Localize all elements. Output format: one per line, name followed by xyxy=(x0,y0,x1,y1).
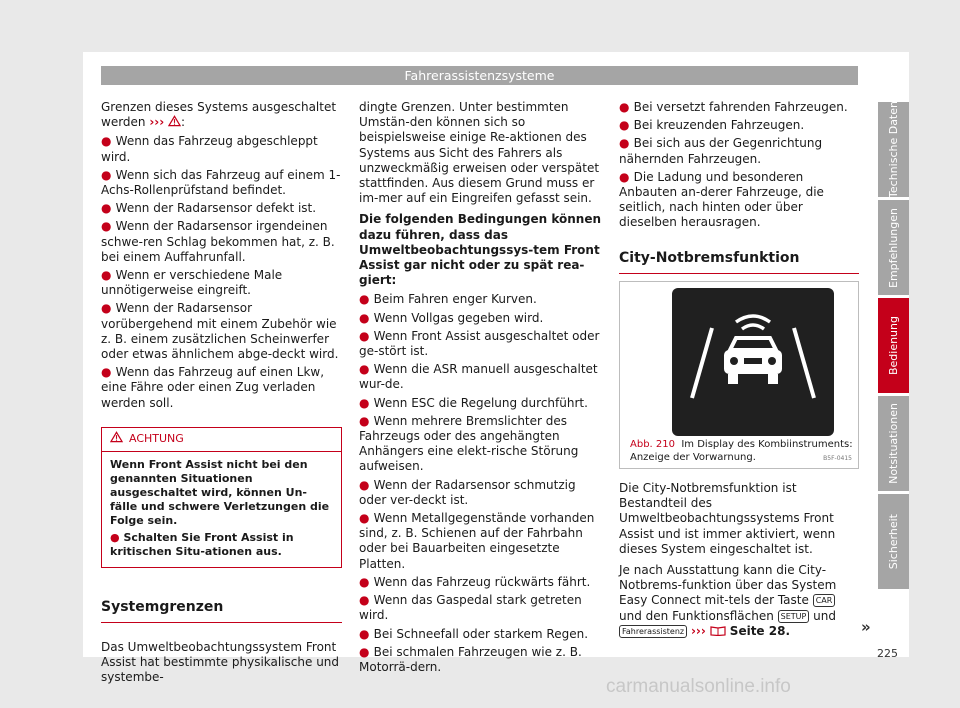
car-key: CAR xyxy=(813,594,836,607)
front-assist-car-icon xyxy=(672,288,834,436)
warning-triangle-icon xyxy=(110,431,123,443)
tab-notsituationen[interactable]: Notsituationen xyxy=(878,396,909,491)
continue-mark: » xyxy=(861,618,871,636)
list-item: ● Wenn sich das Fahrzeug auf einem 1-Achs-Rollenprüfstand befindet. xyxy=(101,167,341,198)
tab-empfehlungen[interactable]: Empfehlungen xyxy=(878,200,909,295)
warning-box xyxy=(101,427,342,568)
intro-text: Grenzen dieses Systems ausgeschaltet werden xyxy=(101,100,337,130)
list-item: ● Wenn das Fahrzeug rückwärts fährt. xyxy=(359,574,591,589)
list-item: ● Bei schmalen Fahrzeugen wie z. B. Motorrä-dern. xyxy=(359,644,582,674)
warning-title: ACHTUNG xyxy=(129,431,184,445)
section-heading-city-notbremsfunktion: City-Notbremsfunktion xyxy=(619,251,859,274)
list-item: ● Die Ladung und besonderen Anbauten an-derer Fahrzeuge, die seitlich, nach hinten oder über dieselben herausragen. xyxy=(619,169,824,230)
list-item: ● Wenn Vollgas gegeben wird. xyxy=(359,310,544,325)
condition-list xyxy=(101,134,342,410)
tab-bedienung[interactable]: Bedienung xyxy=(878,298,909,393)
display-image xyxy=(672,288,834,436)
intro-paragraph xyxy=(101,100,342,130)
list-item: ● Wenn er verschiedene Male unnötigerweise eingreift. xyxy=(101,268,283,298)
limitation-list xyxy=(359,292,602,675)
page-number: 225 xyxy=(877,647,898,660)
book-icon[interactable] xyxy=(710,625,726,636)
conditions-intro: Die folgenden Bedingungen können dazu führen, dass das Umweltbeobachtungssys-tem Front Assist gar nicht oder zu spät rea-giert: xyxy=(359,212,602,288)
city-para-1: Die City-Notbremsfunktion ist Bestandteil des Umweltbeobachtungssystems Front Assist und ist immer aktiviert, wenn dieses System eingeschaltet ist. xyxy=(619,481,836,556)
fahrerassistenz-key: Fahrerassistenz xyxy=(619,625,687,638)
tab-technische-daten[interactable]: Technische Daten xyxy=(878,102,909,197)
section-text: Das Umweltbeobachtungssystem Front Assist hat bestimmte physikalische und systembe- xyxy=(101,640,340,685)
figure-box xyxy=(619,281,859,469)
list-item: ● Bei Schneefall oder starkem Regen. xyxy=(359,626,589,641)
watermark: carmanualsonline.info xyxy=(606,676,791,697)
list-item: ● Wenn die ASR manuell ausgeschaltet wur-de. xyxy=(359,362,598,392)
warning-text: Wenn Front Assist nicht bei den genannten Situationen ausgeschaltet wird, können Un-fälle und schwere Verletzungen die Folge sein. xyxy=(110,457,330,527)
column-3 xyxy=(619,100,859,274)
list-item: ● Wenn der Radarsensor vorübergehend mit einem Zubehör wie z. B. einem zusätzlichen Scheinwerfer oder etwas ähnlichem abge-deckt wird. xyxy=(101,301,339,362)
list-item: ● Wenn der Radarsensor defekt ist. xyxy=(101,201,317,216)
figure-code: B5F-0415 xyxy=(823,455,852,462)
column-3-lower xyxy=(619,481,859,643)
list-item: ● Wenn das Fahrzeug auf einen Lkw, eine Fähre oder einen Zug verladen werden soll. xyxy=(101,365,325,410)
warning-header xyxy=(102,428,341,452)
section-heading-systemgrenzen: Systemgrenzen xyxy=(101,600,342,623)
city-para-2: Je nach Ausstattung kann die City-Notbrems-funktion über das System Easy Connect mit-tels der Taste CAR und den Funktionsflächen SETUP und Fahrerassistenz ››› Seite 28. xyxy=(619,563,837,638)
list-item: ● Wenn ESC die Regelung durchführt. xyxy=(359,395,588,410)
list-item: ● Bei kreuzenden Fahrzeugen. xyxy=(619,118,805,133)
figure-caption-text: Im Display des Kombiinstruments: Anzeige der Vorwarnung. xyxy=(630,439,853,463)
continuation-paragraph: dingte Grenzen. Unter bestimmten Umstän-den können sich so beispielsweise einige Re-aktionen des Systems aus Sicht des Fahrers als unzweckmäßig erweisen oder verspätet stattfinden. Aus diesem Grund muss er im-mer auf ein Eingreifen gefasst sein. xyxy=(359,100,600,206)
tab-sicherheit[interactable]: Sicherheit xyxy=(878,494,909,589)
list-item: ● Wenn das Fahrzeug abgeschleppt wird. xyxy=(101,134,318,164)
limitation-list-continued xyxy=(619,100,859,231)
list-item: ● Wenn Metallgegenstände vorhanden sind, z. B. Schienen auf der Fahrbahn oder bei Bauarbeiten eingesetzte Platten. xyxy=(359,511,595,571)
list-item: ● Bei sich aus der Gegenrichtung nähernden Fahrzeugen. xyxy=(619,136,823,166)
warning-triangle-icon xyxy=(168,115,181,127)
list-item: ● Beim Fahren enger Kurven. xyxy=(359,292,537,307)
warning-bullet: ● Schalten Sie Front Assist in kritischen Situ-ationen aus. xyxy=(110,530,294,558)
list-item: ● Wenn der Radarsensor irgendeinen schwe-ren Schlag bekommen hat, z. B. bei einem Auffahrunfall. xyxy=(101,219,335,264)
intro-colon: : xyxy=(181,115,186,130)
figure-label: Abb. 210 xyxy=(630,439,675,450)
page-reference[interactable]: Seite 28. xyxy=(725,623,791,638)
figure-caption xyxy=(630,438,854,464)
list-item: ● Wenn das Gaspedal stark getreten wird. xyxy=(359,593,582,623)
column-1 xyxy=(101,100,342,690)
side-tab-bar xyxy=(878,102,909,592)
list-item: ● Wenn der Radarsensor schmutzig oder ver-deckt ist. xyxy=(359,477,576,507)
cross-ref-arrows[interactable]: ››› xyxy=(149,115,165,130)
list-item: ● Wenn Front Assist ausgeschaltet oder ge-stört ist. xyxy=(359,328,600,359)
list-item: ● Wenn mehrere Bremslichter des Fahrzeugs oder des angehängten Anhängers eine elekt-rische Störung aufweisen. xyxy=(359,413,579,474)
cross-ref-arrows[interactable]: ››› xyxy=(690,623,706,638)
column-2 xyxy=(359,100,602,678)
setup-key: SETUP xyxy=(778,610,810,623)
running-header: Fahrerassistenzsysteme xyxy=(101,66,858,85)
list-item: ● Bei versetzt fahrenden Fahrzeugen. xyxy=(619,100,848,114)
